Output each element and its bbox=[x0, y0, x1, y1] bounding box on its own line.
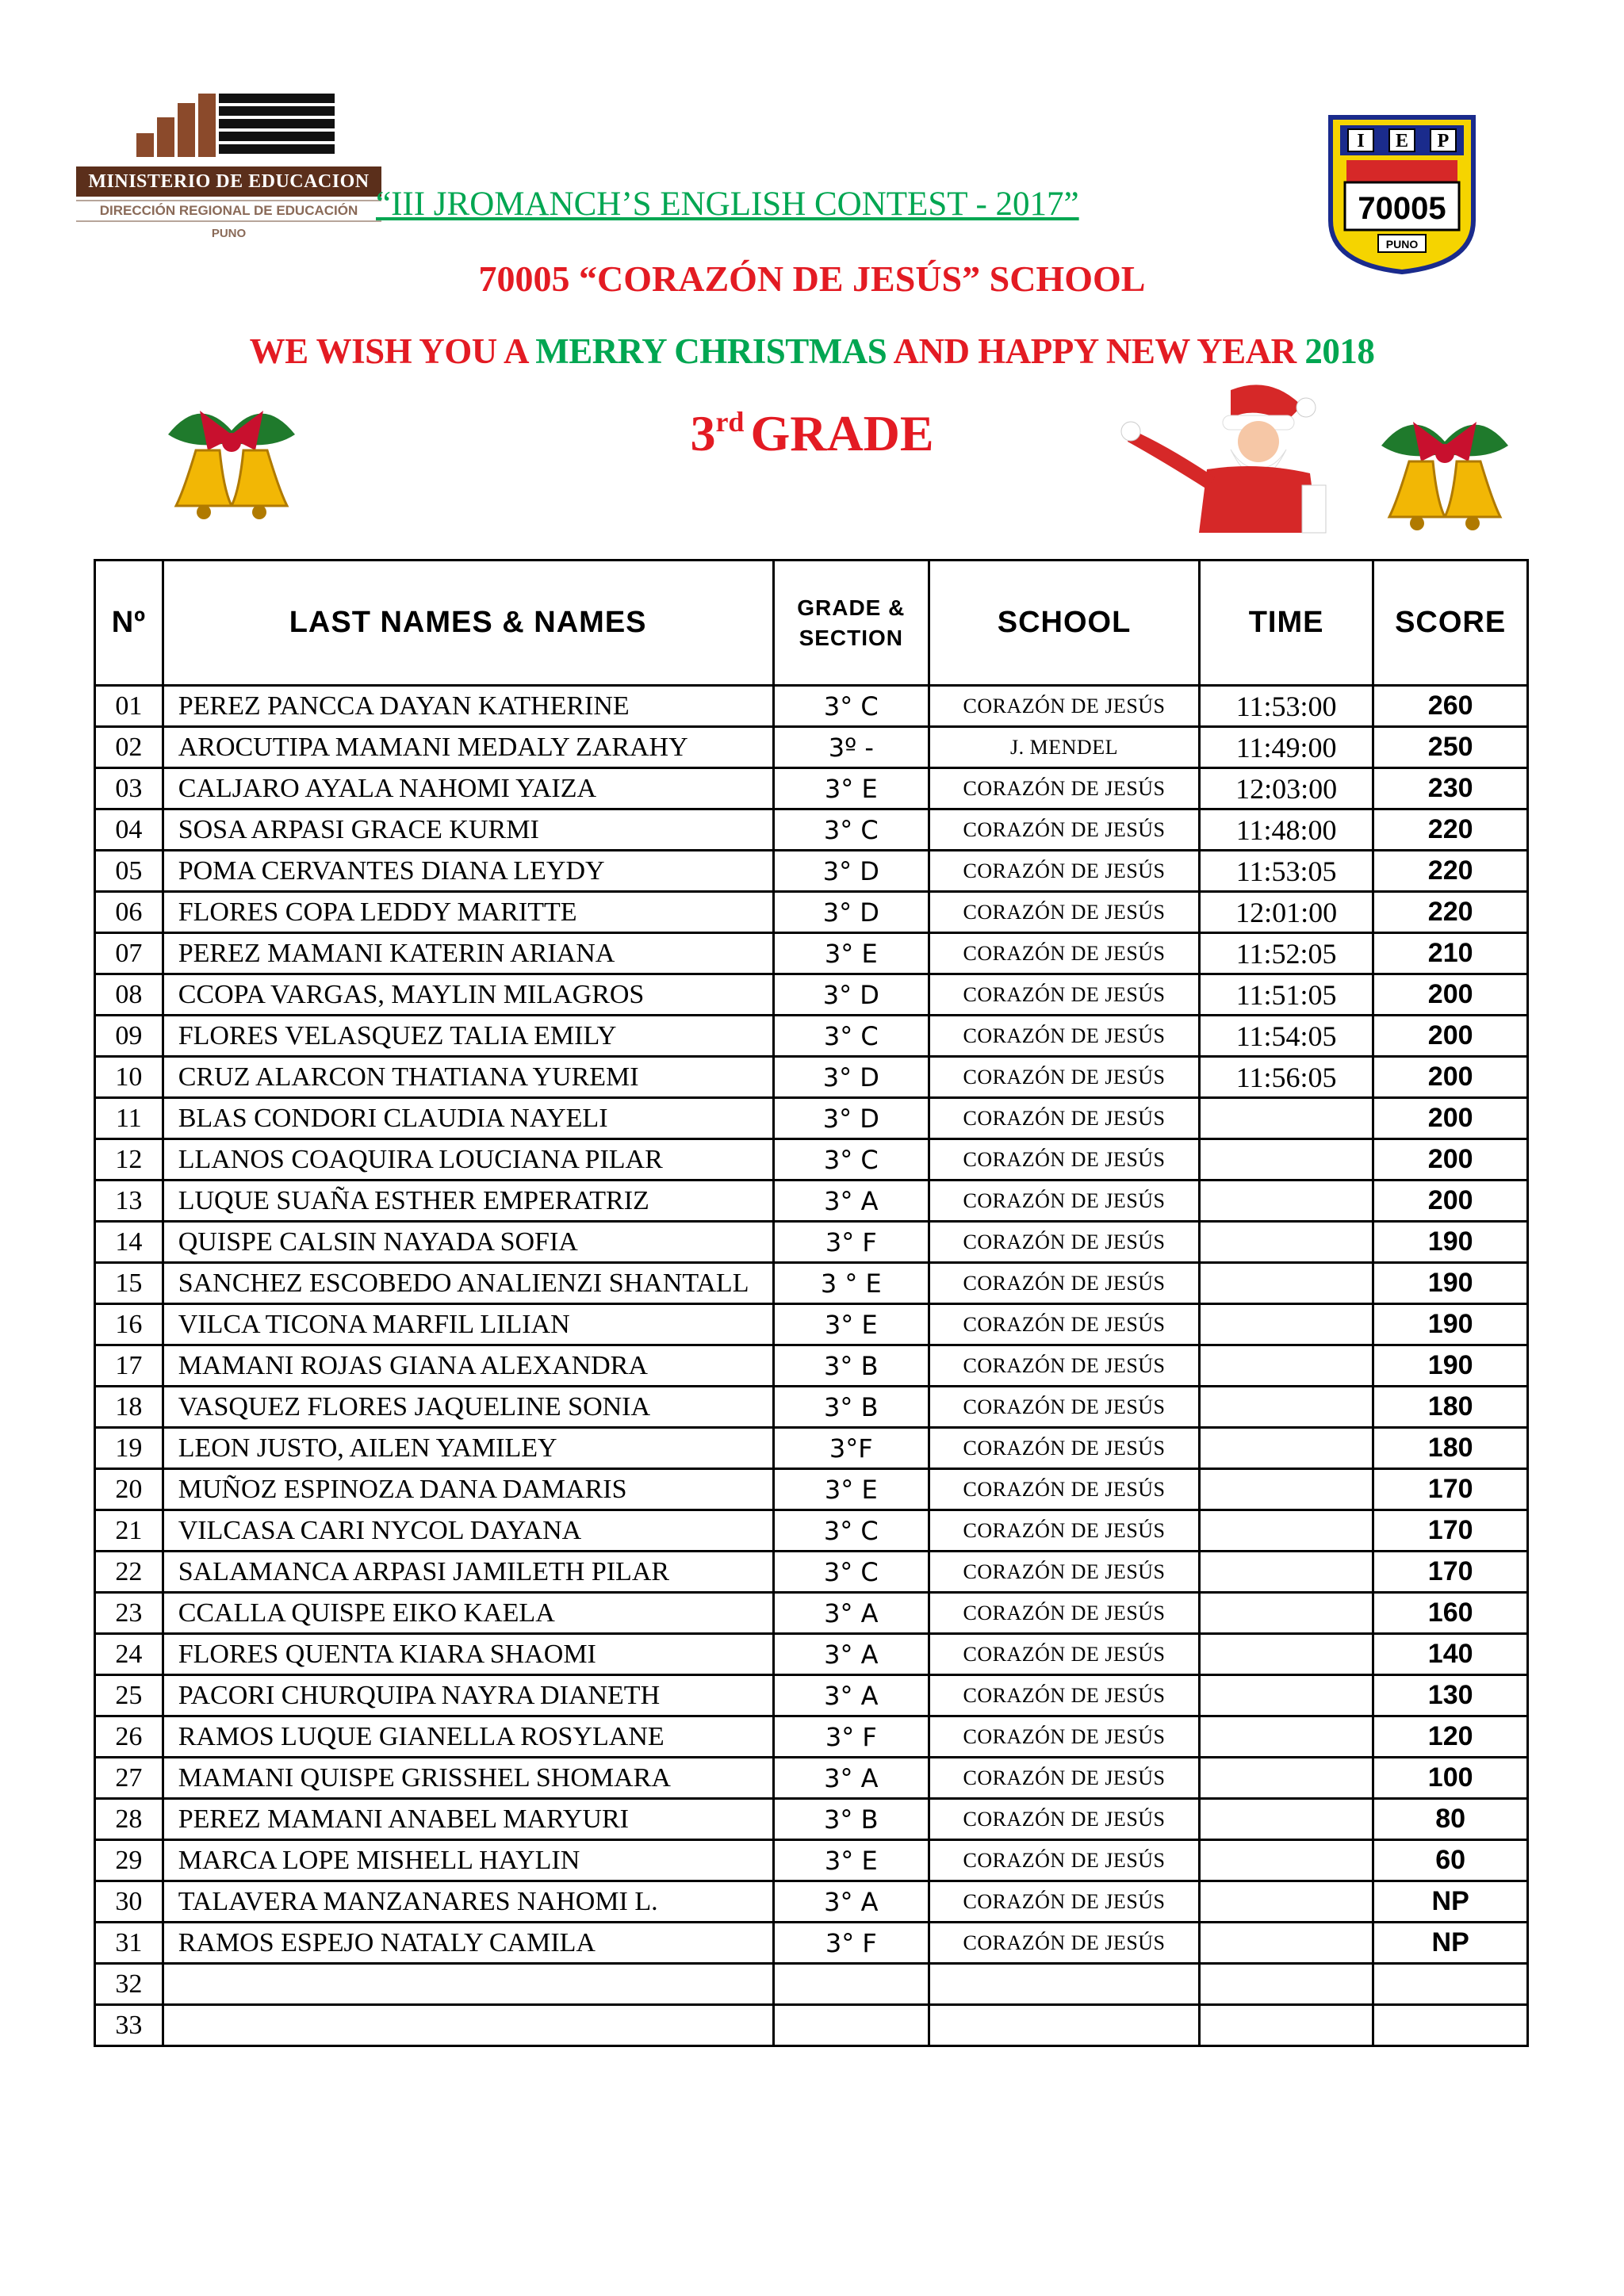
row-number: 28 bbox=[95, 1799, 163, 1840]
score-value: 140 bbox=[1373, 1634, 1528, 1675]
school-name: CORAZÓN DE JESÚS bbox=[929, 974, 1200, 1016]
row-number: 15 bbox=[95, 1263, 163, 1304]
finish-time: 12:03:00 bbox=[1199, 768, 1373, 809]
grade-section: 3° B bbox=[773, 1345, 929, 1387]
table-row bbox=[95, 1923, 1528, 1964]
table-row bbox=[95, 933, 1528, 974]
table-row bbox=[95, 1139, 1528, 1181]
score-value bbox=[1373, 1964, 1528, 2005]
row-number: 23 bbox=[95, 1593, 163, 1634]
score-value: 210 bbox=[1373, 933, 1528, 974]
header-grade-line1: GRADE & bbox=[797, 595, 906, 620]
finish-time bbox=[1199, 1675, 1373, 1716]
grade-section: 3° C bbox=[773, 1139, 929, 1181]
finish-time: 11:53:05 bbox=[1199, 851, 1373, 892]
student-name: SANCHEZ ESCOBEDO ANALIENZI SHANTALL bbox=[163, 1263, 773, 1304]
grade-section bbox=[773, 2005, 929, 2046]
student-name: PACORI CHURQUIPA NAYRA DIANETH bbox=[163, 1675, 773, 1716]
row-number: 13 bbox=[95, 1181, 163, 1222]
grade-section: 3° F bbox=[773, 1923, 929, 1964]
finish-time bbox=[1199, 1222, 1373, 1263]
table-row bbox=[95, 727, 1528, 768]
table-row bbox=[95, 892, 1528, 933]
grade-section: 3° B bbox=[773, 1799, 929, 1840]
score-value: 230 bbox=[1373, 768, 1528, 809]
student-name: TALAVERA MANZANARES NAHOMI L. bbox=[163, 1881, 773, 1923]
school-name: CORAZÓN DE JESÚS bbox=[929, 892, 1200, 933]
finish-time bbox=[1199, 1758, 1373, 1799]
finish-time bbox=[1199, 1098, 1373, 1139]
school-name: CORAZÓN DE JESÚS bbox=[929, 1304, 1200, 1345]
school-name bbox=[929, 1964, 1200, 2005]
table-row bbox=[95, 1716, 1528, 1758]
score-value: 170 bbox=[1373, 1552, 1528, 1593]
row-number: 06 bbox=[95, 892, 163, 933]
school-name: CORAZÓN DE JESÚS bbox=[929, 1057, 1200, 1098]
student-name: MAMANI QUISPE GRISSHEL SHOMARA bbox=[163, 1758, 773, 1799]
header-school: SCHOOL bbox=[929, 561, 1200, 686]
score-value: 100 bbox=[1373, 1758, 1528, 1799]
score-value: 190 bbox=[1373, 1222, 1528, 1263]
svg-text:PUNO: PUNO bbox=[1385, 238, 1419, 251]
table-row bbox=[95, 809, 1528, 851]
grade-section: 3° E bbox=[773, 933, 929, 974]
grade-word: GRADE bbox=[750, 405, 934, 461]
finish-time bbox=[1199, 1881, 1373, 1923]
grade-section: 3° E bbox=[773, 1469, 929, 1510]
table-row bbox=[95, 974, 1528, 1016]
grade-section: 3° E bbox=[773, 768, 929, 809]
finish-time: 11:56:05 bbox=[1199, 1057, 1373, 1098]
score-value: NP bbox=[1373, 1881, 1528, 1923]
school-name: J. MENDEL bbox=[929, 727, 1200, 768]
row-number: 05 bbox=[95, 851, 163, 892]
school-name: CORAZÓN DE JESÚS bbox=[929, 1345, 1200, 1387]
table-row bbox=[95, 1634, 1528, 1675]
grade-ordinal: rd bbox=[715, 406, 745, 438]
svg-text:P: P bbox=[1437, 131, 1450, 151]
table-row bbox=[95, 1345, 1528, 1387]
ministry-region: PUNO bbox=[211, 227, 247, 240]
school-name: CORAZÓN DE JESÚS bbox=[929, 933, 1200, 974]
school-name: CORAZÓN DE JESÚS bbox=[929, 851, 1200, 892]
greeting-part: 2018 bbox=[1304, 331, 1375, 371]
student-name: VILCASA CARI NYCOL DAYANA bbox=[163, 1510, 773, 1552]
student-name: SALAMANCA ARPASI JAMILETH PILAR bbox=[163, 1552, 773, 1593]
student-name: BLAS CONDORI CLAUDIA NAYELI bbox=[163, 1098, 773, 1139]
row-number: 33 bbox=[95, 2005, 163, 2046]
table-row bbox=[95, 1593, 1528, 1634]
score-value bbox=[1373, 2005, 1528, 2046]
table-row bbox=[95, 1758, 1528, 1799]
row-number: 24 bbox=[95, 1634, 163, 1675]
school-name: CORAZÓN DE JESÚS bbox=[929, 1675, 1200, 1716]
school-crest-logo bbox=[1323, 109, 1481, 276]
finish-time bbox=[1199, 1510, 1373, 1552]
school-name: CORAZÓN DE JESÚS bbox=[929, 1016, 1200, 1057]
greeting-part: WE WISH YOU A bbox=[249, 331, 536, 371]
row-number: 02 bbox=[95, 727, 163, 768]
school-name: CORAZÓN DE JESÚS bbox=[929, 1139, 1200, 1181]
score-value: 190 bbox=[1373, 1263, 1528, 1304]
student-name: CALJARO AYALA NAHOMI YAIZA bbox=[163, 768, 773, 809]
row-number: 26 bbox=[95, 1716, 163, 1758]
school-title: 70005 “CORAZÓN DE JESÚS” SCHOOL bbox=[478, 258, 1146, 299]
score-value: 60 bbox=[1373, 1840, 1528, 1881]
finish-time: 11:53:00 bbox=[1199, 686, 1373, 727]
svg-text:70005: 70005 bbox=[1358, 191, 1446, 226]
finish-time bbox=[1199, 1552, 1373, 1593]
grade-section: 3° A bbox=[773, 1634, 929, 1675]
score-value: 170 bbox=[1373, 1510, 1528, 1552]
score-value: 130 bbox=[1373, 1675, 1528, 1716]
table-row bbox=[95, 1304, 1528, 1345]
grade-section: 3° E bbox=[773, 1840, 929, 1881]
header-grade-section bbox=[773, 561, 929, 686]
grade-section: 3° E bbox=[773, 1304, 929, 1345]
row-number: 32 bbox=[95, 1964, 163, 2005]
header-names: LAST NAMES & NAMES bbox=[163, 561, 773, 686]
score-value: 220 bbox=[1373, 809, 1528, 851]
student-name: VASQUEZ FLORES JAQUELINE SONIA bbox=[163, 1387, 773, 1428]
finish-time bbox=[1199, 1593, 1373, 1634]
table-row bbox=[95, 1552, 1528, 1593]
score-value: 200 bbox=[1373, 1181, 1528, 1222]
row-number: 01 bbox=[95, 686, 163, 727]
student-name: RAMOS ESPEJO NATALY CAMILA bbox=[163, 1923, 773, 1964]
grade-section: 3° A bbox=[773, 1675, 929, 1716]
table-row bbox=[95, 1181, 1528, 1222]
svg-text:I: I bbox=[1357, 131, 1365, 151]
grade-section: 3° D bbox=[773, 1098, 929, 1139]
grade-section: 3° A bbox=[773, 1881, 929, 1923]
finish-time: 11:49:00 bbox=[1199, 727, 1373, 768]
school-name: CORAZÓN DE JESÚS bbox=[929, 1510, 1200, 1552]
finish-time bbox=[1199, 1469, 1373, 1510]
table-row bbox=[95, 1098, 1528, 1139]
table-row bbox=[95, 1057, 1528, 1098]
row-number: 18 bbox=[95, 1387, 163, 1428]
score-value: 190 bbox=[1373, 1304, 1528, 1345]
student-name bbox=[163, 1964, 773, 2005]
table-row bbox=[95, 1510, 1528, 1552]
row-number: 17 bbox=[95, 1345, 163, 1387]
school-name: CORAZÓN DE JESÚS bbox=[929, 1799, 1200, 1840]
row-number: 25 bbox=[95, 1675, 163, 1716]
student-name: FLORES COPA LEDDY MARITTE bbox=[163, 892, 773, 933]
santa-claus-icon bbox=[1120, 374, 1342, 541]
finish-time: 11:51:05 bbox=[1199, 974, 1373, 1016]
row-number: 30 bbox=[95, 1881, 163, 1923]
row-number: 22 bbox=[95, 1552, 163, 1593]
student-name: CCOPA VARGAS, MAYLIN MILAGROS bbox=[163, 974, 773, 1016]
finish-time: 12:01:00 bbox=[1199, 892, 1373, 933]
score-value: 200 bbox=[1373, 1139, 1528, 1181]
finish-time bbox=[1199, 1181, 1373, 1222]
score-value: 220 bbox=[1373, 851, 1528, 892]
greeting-part: AND HAPPY NEW YEAR bbox=[887, 331, 1305, 371]
grade-section: 3 ° E bbox=[773, 1263, 929, 1304]
finish-time bbox=[1199, 1263, 1373, 1304]
school-name: CORAZÓN DE JESÚS bbox=[929, 686, 1200, 727]
finish-time: 11:52:05 bbox=[1199, 933, 1373, 974]
finish-time bbox=[1199, 1964, 1373, 2005]
score-value: 120 bbox=[1373, 1716, 1528, 1758]
score-value: 180 bbox=[1373, 1428, 1528, 1469]
score-value: 190 bbox=[1373, 1345, 1528, 1387]
school-name: CORAZÓN DE JESÚS bbox=[929, 1387, 1200, 1428]
table-row bbox=[95, 2005, 1528, 2046]
header-grade-line2: SECTION bbox=[799, 625, 904, 650]
score-value: 200 bbox=[1373, 1098, 1528, 1139]
row-number: 29 bbox=[95, 1840, 163, 1881]
table-row bbox=[95, 1469, 1528, 1510]
score-value: 250 bbox=[1373, 727, 1528, 768]
grade-section: 3º - bbox=[773, 727, 929, 768]
grade-section: 3° D bbox=[773, 851, 929, 892]
grade-section: 3° A bbox=[773, 1758, 929, 1799]
student-name: MUÑOZ ESPINOZA DANA DAMARIS bbox=[163, 1469, 773, 1510]
student-name: FLORES QUENTA KIARA SHAOMI bbox=[163, 1634, 773, 1675]
row-number: 20 bbox=[95, 1469, 163, 1510]
finish-time bbox=[1199, 1634, 1373, 1675]
student-name: LEON JUSTO, AILEN YAMILEY bbox=[163, 1428, 773, 1469]
finish-time bbox=[1199, 1345, 1373, 1387]
grade-section: 3° C bbox=[773, 809, 929, 851]
svg-text:E: E bbox=[1395, 131, 1409, 151]
finish-time bbox=[1199, 1304, 1373, 1345]
finish-time: 11:54:05 bbox=[1199, 1016, 1373, 1057]
row-number: 03 bbox=[95, 768, 163, 809]
score-value: 200 bbox=[1373, 974, 1528, 1016]
row-number: 10 bbox=[95, 1057, 163, 1098]
row-number: 19 bbox=[95, 1428, 163, 1469]
grade-section: 3° F bbox=[773, 1222, 929, 1263]
finish-time bbox=[1199, 1387, 1373, 1428]
grade-section: 3°F bbox=[773, 1428, 929, 1469]
row-number: 16 bbox=[95, 1304, 163, 1345]
school-name: CORAZÓN DE JESÚS bbox=[929, 768, 1200, 809]
school-name: CORAZÓN DE JESÚS bbox=[929, 809, 1200, 851]
header-score: SCORE bbox=[1373, 561, 1528, 686]
school-name: CORAZÓN DE JESÚS bbox=[929, 1634, 1200, 1675]
table-row bbox=[95, 1387, 1528, 1428]
score-value: NP bbox=[1373, 1923, 1528, 1964]
score-value: 200 bbox=[1373, 1016, 1528, 1057]
finish-time: 11:48:00 bbox=[1199, 809, 1373, 851]
school-name: CORAZÓN DE JESÚS bbox=[929, 1428, 1200, 1469]
christmas-bells-icon bbox=[152, 387, 311, 545]
student-name: CCALLA QUISPE EIKO KAELA bbox=[163, 1593, 773, 1634]
grade-section: 3° C bbox=[773, 1552, 929, 1593]
school-name: CORAZÓN DE JESÚS bbox=[929, 1222, 1200, 1263]
table-row bbox=[95, 1222, 1528, 1263]
table-row bbox=[95, 686, 1528, 727]
school-name: CORAZÓN DE JESÚS bbox=[929, 1840, 1200, 1881]
finish-time bbox=[1199, 1923, 1373, 1964]
row-number: 04 bbox=[95, 809, 163, 851]
row-number: 21 bbox=[95, 1510, 163, 1552]
school-name: CORAZÓN DE JESÚS bbox=[929, 1758, 1200, 1799]
school-name: CORAZÓN DE JESÚS bbox=[929, 1181, 1200, 1222]
grade-section: 3° A bbox=[773, 1593, 929, 1634]
grade-section: 3° F bbox=[773, 1716, 929, 1758]
grade-section: 3° A bbox=[773, 1181, 929, 1222]
school-name: CORAZÓN DE JESÚS bbox=[929, 1263, 1200, 1304]
student-name: QUISPE CALSIN NAYADA SOFIA bbox=[163, 1222, 773, 1263]
score-value: 80 bbox=[1373, 1799, 1528, 1840]
grade-section: 3° D bbox=[773, 1057, 929, 1098]
table-header-row bbox=[95, 561, 1528, 686]
table-row bbox=[95, 1675, 1528, 1716]
score-value: 160 bbox=[1373, 1593, 1528, 1634]
grade-number: 3 bbox=[690, 405, 716, 461]
student-name: MAMANI ROJAS GIANA ALEXANDRA bbox=[163, 1345, 773, 1387]
row-number: 27 bbox=[95, 1758, 163, 1799]
student-name: AROCUTIPA MAMANI MEDALY ZARAHY bbox=[163, 727, 773, 768]
finish-time bbox=[1199, 1840, 1373, 1881]
grade-section: 3° B bbox=[773, 1387, 929, 1428]
table-row bbox=[95, 768, 1528, 809]
student-name: VILCA TICONA MARFIL LILIAN bbox=[163, 1304, 773, 1345]
school-name: CORAZÓN DE JESÚS bbox=[929, 1881, 1200, 1923]
ministry-subtitle: DIRECCIÓN REGIONAL DE EDUCACIÓN bbox=[76, 200, 381, 222]
header-time: TIME bbox=[1199, 561, 1373, 686]
score-value: 260 bbox=[1373, 686, 1528, 727]
grade-section: 3° C bbox=[773, 1016, 929, 1057]
grade-section: 3° D bbox=[773, 892, 929, 933]
table-row bbox=[95, 1016, 1528, 1057]
greeting-part: MERRY CHRISTMAS bbox=[535, 331, 887, 371]
table-row bbox=[95, 1840, 1528, 1881]
student-name: PEREZ MAMANI ANABEL MARYURI bbox=[163, 1799, 773, 1840]
student-name: LLANOS COAQUIRA LOUCIANA PILAR bbox=[163, 1139, 773, 1181]
student-name: PEREZ MAMANI KATERIN ARIANA bbox=[163, 933, 773, 974]
finish-time bbox=[1199, 1799, 1373, 1840]
table-row bbox=[95, 851, 1528, 892]
ministry-title: MINISTERIO DE EDUCACION bbox=[76, 166, 381, 197]
ministry-bars-graphic bbox=[136, 94, 335, 157]
score-value: 220 bbox=[1373, 892, 1528, 933]
score-value: 170 bbox=[1373, 1469, 1528, 1510]
score-value: 180 bbox=[1373, 1387, 1528, 1428]
row-number: 31 bbox=[95, 1923, 163, 1964]
student-name: PEREZ PANCCA DAYAN KATHERINE bbox=[163, 686, 773, 727]
row-number: 14 bbox=[95, 1222, 163, 1263]
score-value: 200 bbox=[1373, 1057, 1528, 1098]
greeting bbox=[0, 331, 1624, 372]
row-number: 12 bbox=[95, 1139, 163, 1181]
student-name: LUQUE SUAÑA ESTHER EMPERATRIZ bbox=[163, 1181, 773, 1222]
grade-section: 3° C bbox=[773, 686, 929, 727]
table-row bbox=[95, 1881, 1528, 1923]
grade-section: 3° D bbox=[773, 974, 929, 1016]
school-name: CORAZÓN DE JESÚS bbox=[929, 1552, 1200, 1593]
table-row bbox=[95, 1263, 1528, 1304]
row-number: 11 bbox=[95, 1098, 163, 1139]
student-name: CRUZ ALARCON THATIANA YUREMI bbox=[163, 1057, 773, 1098]
finish-time bbox=[1199, 1139, 1373, 1181]
contest-title: “III JROMANCH’S ENGLISH CONTEST - 2017” bbox=[376, 186, 1079, 223]
table-row bbox=[95, 1799, 1528, 1840]
school-name: CORAZÓN DE JESÚS bbox=[929, 1469, 1200, 1510]
finish-time bbox=[1199, 1428, 1373, 1469]
student-name: RAMOS LUQUE GIANELLA ROSYLANE bbox=[163, 1716, 773, 1758]
header-number: Nº bbox=[95, 561, 163, 686]
finish-time bbox=[1199, 1716, 1373, 1758]
table-row bbox=[95, 1964, 1528, 2005]
school-name bbox=[929, 2005, 1200, 2046]
grade-section bbox=[773, 1964, 929, 2005]
school-name: CORAZÓN DE JESÚS bbox=[929, 1098, 1200, 1139]
school-name: CORAZÓN DE JESÚS bbox=[929, 1716, 1200, 1758]
student-name: SOSA ARPASI GRACE KURMI bbox=[163, 809, 773, 851]
student-name bbox=[163, 2005, 773, 2046]
ministry-logo bbox=[76, 94, 381, 248]
christmas-bells-icon bbox=[1365, 398, 1524, 557]
school-name: CORAZÓN DE JESÚS bbox=[929, 1923, 1200, 1964]
row-number: 08 bbox=[95, 974, 163, 1016]
table-row bbox=[95, 1428, 1528, 1469]
results-table bbox=[94, 559, 1529, 2047]
grade-section: 3° C bbox=[773, 1510, 929, 1552]
row-number: 07 bbox=[95, 933, 163, 974]
school-name: CORAZÓN DE JESÚS bbox=[929, 1593, 1200, 1634]
student-name: POMA CERVANTES DIANA LEYDY bbox=[163, 851, 773, 892]
row-number: 09 bbox=[95, 1016, 163, 1057]
finish-time bbox=[1199, 2005, 1373, 2046]
student-name: FLORES VELASQUEZ TALIA EMILY bbox=[163, 1016, 773, 1057]
student-name: MARCA LOPE MISHELL HAYLIN bbox=[163, 1840, 773, 1881]
